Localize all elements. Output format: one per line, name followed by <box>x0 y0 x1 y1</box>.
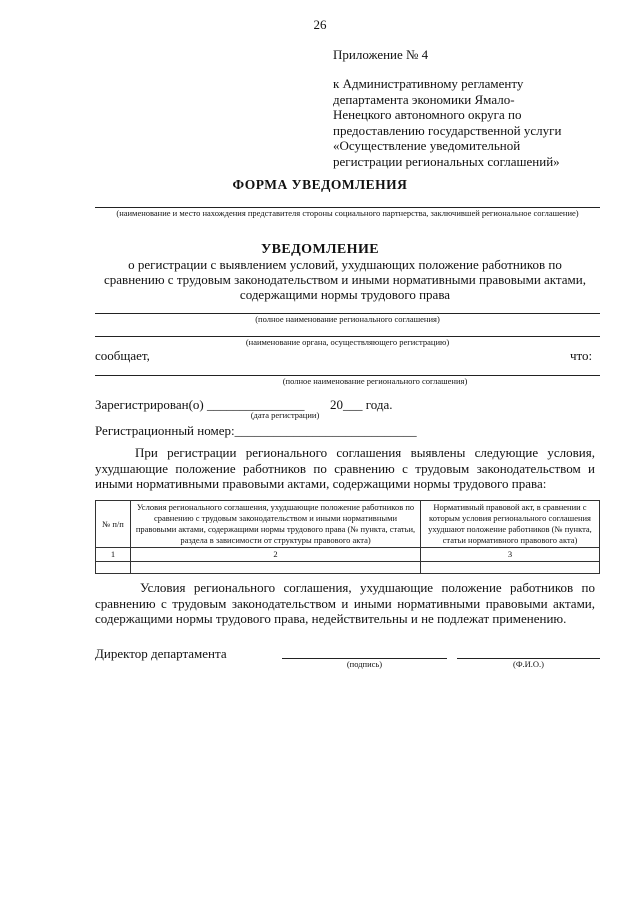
page-number: 26 <box>313 17 327 32</box>
appendix-title: Приложение № 4 <box>333 47 429 62</box>
appendix-line: Ненецкого автономного округа по <box>333 107 522 122</box>
caption-authority: (наименование органа, осуществляющего регистрацию) <box>245 337 450 347</box>
table-header-row <box>96 501 600 548</box>
notice-title: УВЕДОМЛЕНИЕ <box>261 242 379 257</box>
table-cell: 2 <box>131 548 421 562</box>
appendix-line: «Осуществление уведомительной <box>333 138 521 153</box>
table-cell <box>421 562 600 574</box>
caption-full-name: (Ф.И.О.) <box>512 659 545 669</box>
signature-position: Директор департамента <box>95 646 227 661</box>
paragraph-invalid: Условия регионального соглашения, ухудшающие положение работников по сравнению с трудовым законодательством и иными нормативными правовыми актами, содержащими нормы трудового права, недействительны и не подлежат применению. <box>95 580 595 626</box>
form-title: ФОРМА УВЕДОМЛЕНИЯ <box>232 177 408 192</box>
appendix-reference <box>333 76 603 169</box>
paragraph-conditions: При регистрации регионального соглашения выявлены следующие условия, ухудшающие положение работников по сравнению с трудовым законодательством и иными нормативными правовыми актами, содержащими нормы трудового права: <box>95 445 595 491</box>
registered-label: Зарегистрирован(о) _______________ <box>95 397 305 412</box>
header-legal-act: Нормативный правовой акт, в сравнении с которым условия регионального соглашения ухудшают положение работников (№ пункта, статьи нормативного правового акта) <box>421 501 600 548</box>
appendix-line: департамента экономики Ямало- <box>333 91 515 107</box>
table-cell: 1 <box>96 548 131 562</box>
header-conditions: Условия регионального соглашения, ухудшающие положение работников по сравнению с трудовым законодательством и иными нормативными правовыми актами, содержащими нормы трудового права (№ пункта, статьи, раздела в зависимости от структуры правового акта) <box>131 501 421 548</box>
header-number: № п/п <box>96 501 131 548</box>
appendix-line: регистрации региональных соглашений» <box>333 153 560 169</box>
appendix-line: предоставлению государственной услуги <box>333 122 562 138</box>
caption-registration-date: (дата регистрации) <box>250 410 320 420</box>
registration-year: 20___ года. <box>330 397 393 412</box>
caption-party: (наименование и место нахождения представителя стороны социального партнерства, заключившей региональное соглашение) <box>116 208 579 218</box>
caption-agreement-name-2: (полное наименование регионального соглашения) <box>282 376 468 386</box>
conditions-table <box>95 500 600 574</box>
caption-signature: (подпись) <box>346 659 383 669</box>
that-text: что: <box>570 348 593 363</box>
table-cell <box>96 562 131 574</box>
table-row <box>96 562 600 574</box>
registration-number-label: Регистрационный номер:____________________________ <box>95 423 417 438</box>
caption-agreement-name: (полное наименование регионального соглашения) <box>255 314 440 324</box>
table-cell <box>131 562 421 574</box>
appendix-line: к Административному регламенту <box>333 76 524 91</box>
table-cell: 3 <box>421 548 600 562</box>
reports-text: сообщает, <box>95 348 150 363</box>
notice-subtitle: о регистрации с выявлением условий, ухудшающих положение работников по сравнению с трудовым законодательством и иными нормативными правовыми актами, содержащими нормы трудового права <box>104 257 586 302</box>
table-number-row <box>96 548 600 562</box>
